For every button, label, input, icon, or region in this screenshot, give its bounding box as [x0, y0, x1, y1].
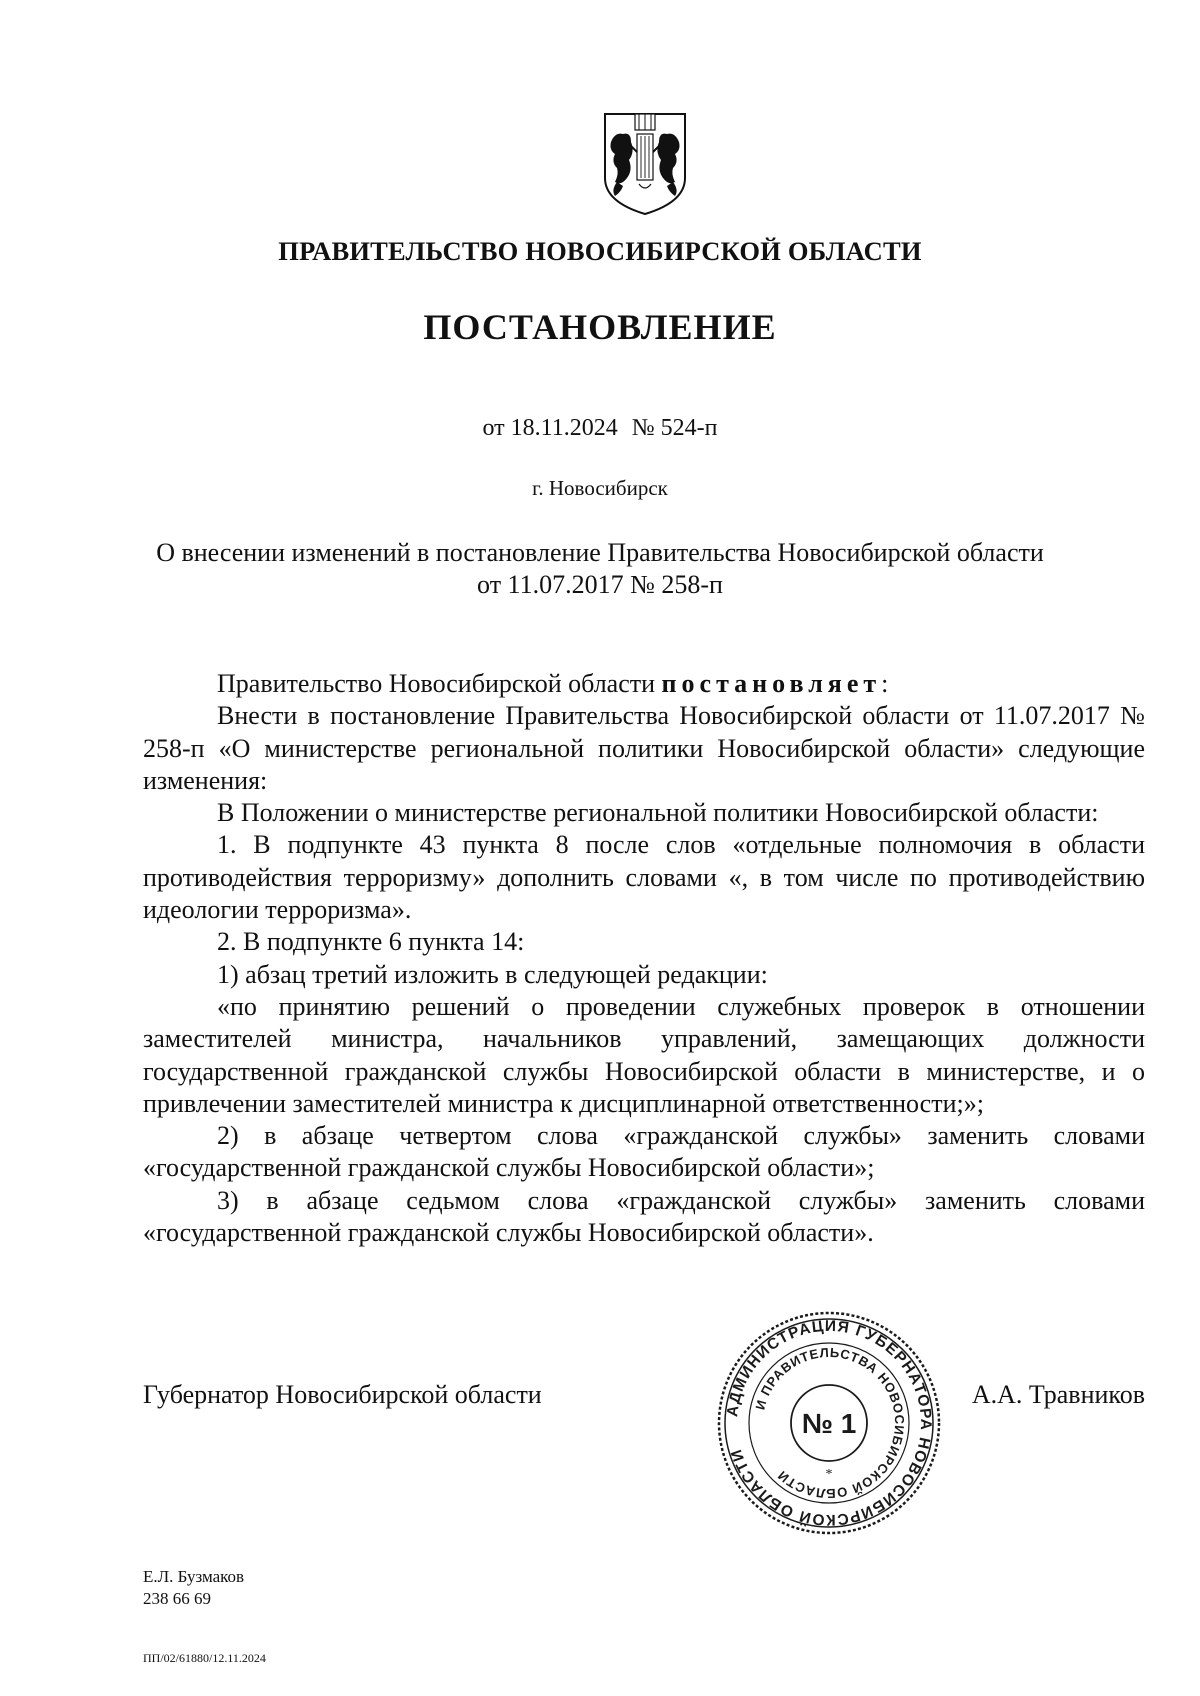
organization-title: ПРАВИТЕЛЬСТВО НОВОСИБИРСКОЙ ОБЛАСТИ: [278, 236, 922, 266]
executor-name: Е.Л. Бузмаков: [143, 1567, 245, 1586]
seal-outer-text: АДМИНИСТРАЦИЯ ГУБЕРНАТОРА НОВОСИБИРСКОЙ ОБЛАСТИ: [724, 1317, 935, 1529]
seal-star-icon: *: [825, 1467, 833, 1482]
decree-paragraph: [143, 668, 1145, 700]
seal-inner-text: И ПРАВИТЕЛЬСТВА НОВОСИБИРСКОЙ ОБЛАСТИ: [752, 1344, 908, 1502]
decree-suffix: :: [881, 669, 889, 698]
body-paragraph: 2) в абзаце четвертом слова «гражданской службы» заменить словами «государственной гражданской службы Новосибирской области»;: [143, 1121, 1145, 1183]
body-paragraph: 1. В подпункте 43 пункта 8 после слов «отдельные полномочия в области противодействия терроризму» дополнить словами «, в том числе по противодействию идеологии терроризма».: [143, 830, 1145, 925]
executor-phone: 238 66 69: [143, 1589, 211, 1608]
body-paragraph: 3) в абзаце седьмом слова «гражданской службы» заменить словами «государственной гражданской службы Новосибирской области».: [143, 1185, 1145, 1248]
decree-word: постановляет: [661, 669, 882, 698]
body-paragraph: «по принятию решений о проведении служебных проверок в отношении заместителей министра, начальников управлений, замещающих должности государственной гражданской службы Новосибирской области в министерстве, и о привлечении заместителей министра к дисциплинарной ответственности;»;: [143, 991, 1145, 1118]
executor-block: [143, 1566, 244, 1610]
document-type: ПОСТАНОВЛЕНИЕ: [423, 307, 777, 347]
seal-center-text: № 1: [801, 1408, 857, 1439]
document-number: № 524-п: [631, 415, 718, 441]
registration-number: ПП/02/61880/12.11.2024: [143, 1651, 266, 1665]
body-paragraph: 1) абзац третий изложить в следующей редакции:: [217, 959, 768, 989]
signatory-position: Губернатор Новосибирской области: [143, 1380, 542, 1409]
body-paragraph: Внести в постановление Правительства Новосибирской области от 11.07.2017 № 258-п «О министерстве региональной политики Новосибирской области» следующие изменения:: [143, 701, 1145, 795]
subject-line-1: О внесении изменений в постановление Правительства Новосибирской области: [156, 538, 1044, 567]
body-paragraph: 2. В подпункте 6 пункта 14:: [217, 927, 525, 957]
subject-line-2: от 11.07.2017 № 258-п: [477, 570, 723, 599]
city: г. Новосибирск: [532, 476, 668, 500]
decree-prefix: Правительство Новосибирской области: [217, 669, 662, 698]
document-subject: [150, 537, 1050, 601]
document-body: [143, 668, 1145, 1249]
coat-of-arms-icon: [601, 112, 689, 216]
body-paragraph: В Положении о министерстве региональной политики Новосибирской области:: [217, 798, 1099, 828]
signatory-name: А.А. Травников: [971, 1380, 1145, 1409]
document-date: от 18.11.2024: [482, 415, 618, 441]
official-seal-stamp: [714, 1308, 944, 1538]
date-number-line: [0, 415, 1200, 442]
